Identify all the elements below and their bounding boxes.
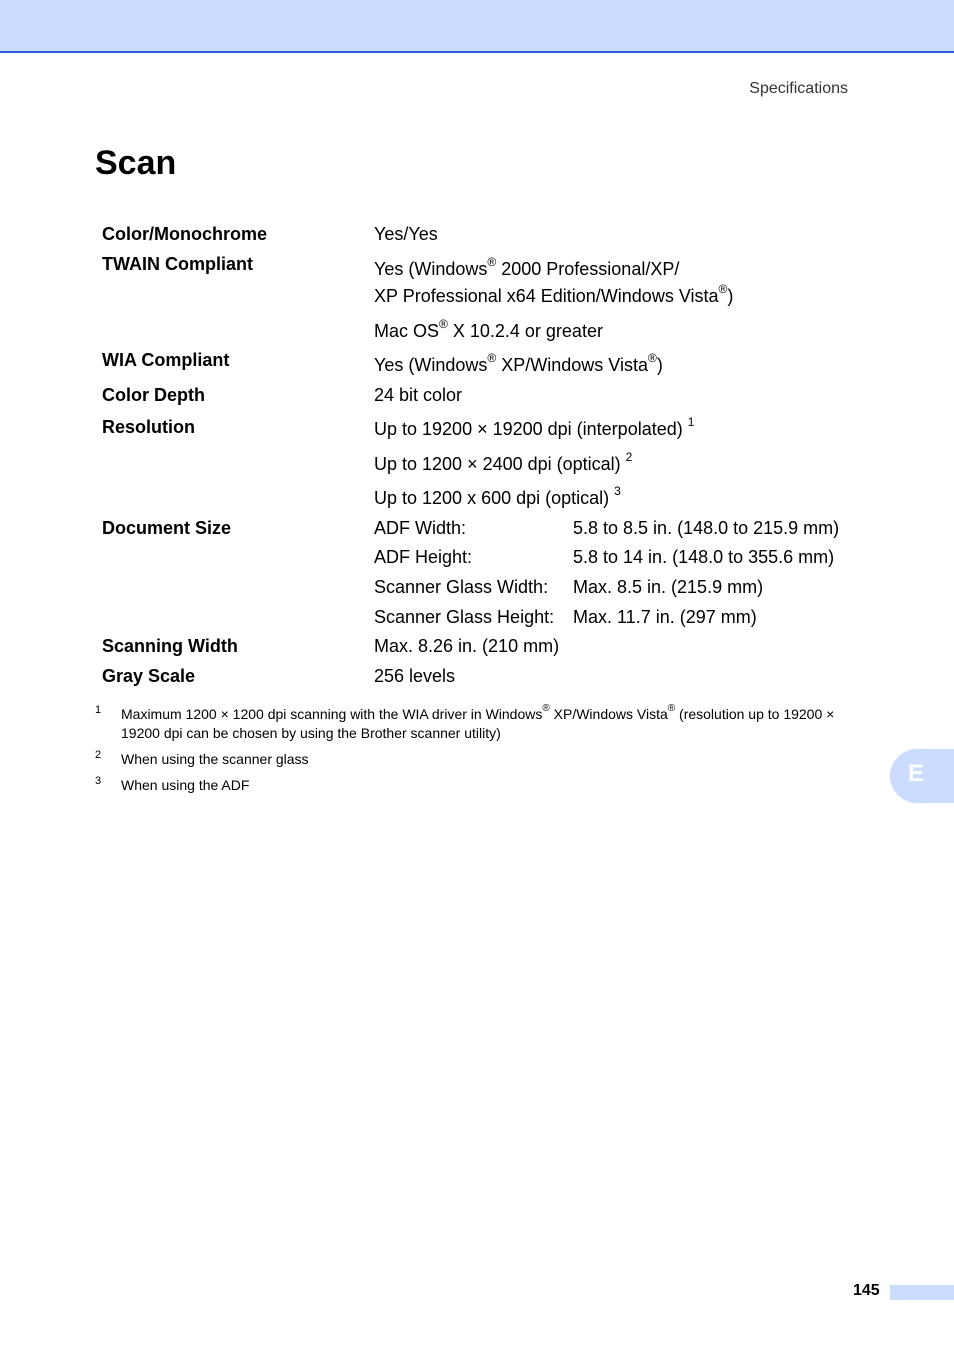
spec-label-scanning-width: Scanning Width	[102, 636, 238, 656]
doc-size-key: Scanner Glass Height:	[374, 607, 555, 627]
footnote-number: 2	[95, 749, 102, 761]
spec-label-resolution: Resolution	[102, 417, 195, 437]
spec-value-resolution-optical-adf: Up to 1200 x 600 dpi (optical) $^3$	[374, 484, 621, 508]
doc-size-key: ADF Width:	[374, 518, 467, 538]
doc-size-value: Max. 8.5 in. (215.9 mm)	[573, 577, 764, 597]
spec-value-scanning-width: Max. 8.26 in. (210 mm)	[374, 636, 560, 656]
spec-value-twain-line1: Yes (Windows® 2000 Professional/XP/	[374, 255, 680, 279]
doc-size-key: Scanner Glass Width:	[374, 577, 549, 597]
spec-label-twain: TWAIN Compliant	[102, 254, 253, 274]
spec-label-color-depth: Color Depth	[102, 385, 205, 405]
page-number-band	[890, 1285, 954, 1300]
doc-size-value: 5.8 to 8.5 in. (148.0 to 215.9 mm)	[573, 518, 840, 538]
spec-label-gray-scale: Gray Scale	[102, 666, 196, 686]
spec-value-resolution-optical-glass: Up to 1200 × 2400 dpi (optical) $^2$	[374, 450, 633, 474]
spec-value-color-depth: 24 bit color	[374, 385, 463, 405]
spec-label-color-mono: Color/Monochrome	[102, 224, 267, 244]
page-number: 145	[853, 1282, 880, 1299]
chapter-tab-letter: E	[908, 760, 925, 787]
spec-label-document-size: Document Size	[102, 518, 232, 538]
doc-size-value: Max. 11.7 in. (297 mm)	[573, 607, 757, 627]
spec-value-color-mono: Yes/Yes	[374, 224, 438, 244]
footnote-text: When using the ADF	[121, 777, 250, 793]
spec-value-gray-scale: 256 levels	[374, 666, 456, 686]
doc-size-value: 5.8 to 14 in. (148.0 to 355.6 mm)	[573, 547, 835, 567]
top-header-band	[0, 0, 954, 53]
footnote-text: When using the scanner glass	[121, 751, 309, 767]
section-header: Specifications	[749, 80, 848, 97]
spec-value-twain-line3: Mac OS® X 10.2.4 or greater	[374, 317, 603, 341]
footnote-number: 3	[95, 775, 102, 787]
spec-value-twain-line2: XP Professional x64 Edition/Windows Vista®)	[374, 282, 734, 306]
doc-size-key: ADF Height:	[374, 547, 473, 567]
footnote-number: 1	[95, 704, 102, 716]
footnote-text: Maximum 1200 × 1200 dpi scanning with the WIA driver in Windows® XP/Windows Vista® (resolution up to 19200 × 19200 dpi can be chosen by using the Brother scanner utility)	[121, 703, 835, 741]
page-title: Scan	[95, 144, 177, 182]
spec-value-resolution-interpolated: Up to 19200 × 19200 dpi (interpolated) $^1$	[374, 415, 695, 439]
spec-label-wia: WIA Compliant	[102, 350, 230, 370]
spec-value-wia: Yes (Windows® XP/Windows Vista®)	[374, 351, 663, 375]
